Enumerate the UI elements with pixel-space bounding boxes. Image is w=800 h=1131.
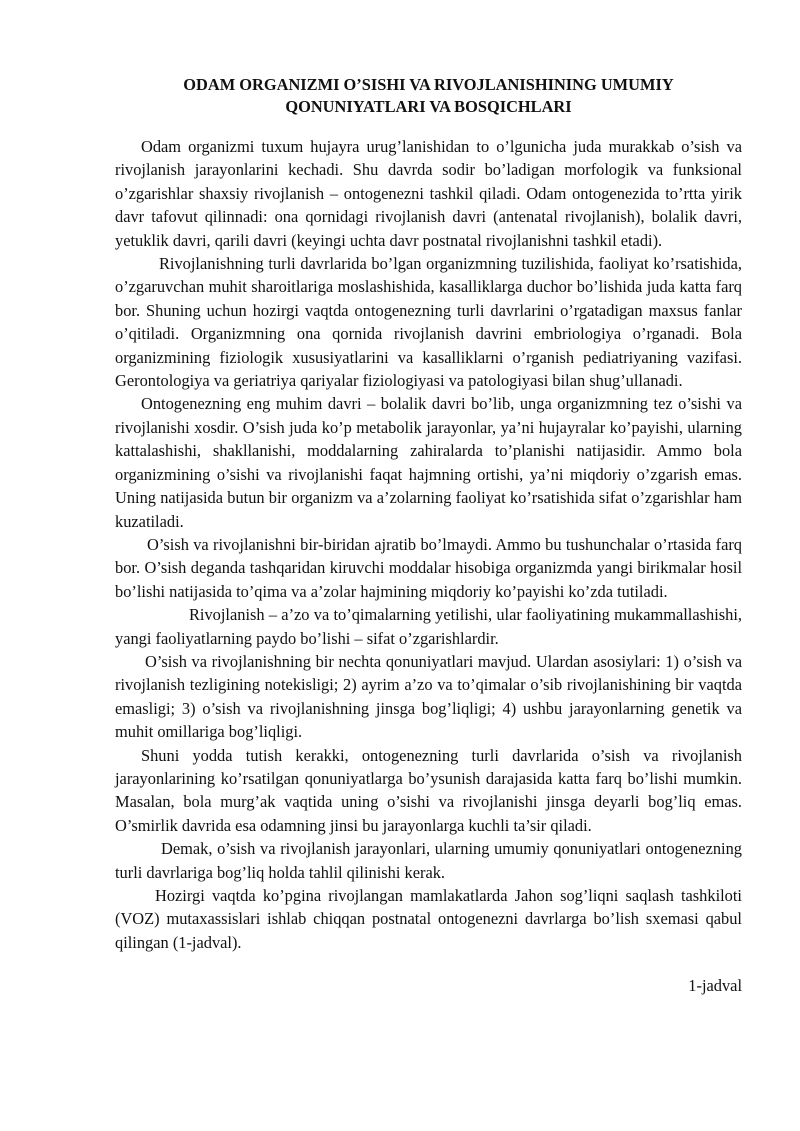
title-line-2: QONUNIYATLARI VA BOSQICHLARI bbox=[285, 97, 572, 116]
paragraph-2: Rivojlanishning turli davrlarida bo’lgan organizmning tuzilishida, faoliyat ko’rsatishida, o’zgaruvchan muhit sharoitlariga moslashishida, kasalliklarga duchor bo’lishida juda katta farq bor. Shuning uchun hozirgi vaqtda ontogenezning turli davrlarini o’rgatadigan maxsus fanlar o’qitiladi. Organizmning ona qornida rivojlanish davrini embriologiya o’rganadi. Bola organizmining fiziologik xususiyatlarini va kasalliklarni o’rganish pediatriyaning vazifasi. Gerontologiya va geriatriya qariyalar fiziologiyasi va patologiyasi bilan shug’ullanadi. bbox=[115, 254, 742, 391]
paragraph-8: Demak, o’sish va rivojlanish jarayonlari, ularning umumiy qonuniyatlari ontogenezning turli davrlariga bog’liq holda tahlil qilinishi kerak. bbox=[115, 839, 742, 882]
paragraph-5: Rivojlanish – a’zo va to’qimalarning yetilishi, ular faoliyatining mukammallashishi, yangi faoliyatlarning paydo bo’lishi – sifat o’zgarishlardir. bbox=[115, 605, 742, 648]
title-line-1: ODAM ORGANIZMI O’SISHI VA RIVOJLANISHINING UMUMIY bbox=[183, 75, 674, 94]
paragraph-9: Hozirgi vaqtda ko’pgina rivojlangan mamlakatlarda Jahon sog’liqni saqlash tashkiloti (VOZ) mutaxassislari ishlab chiqqan postnatal ontogenezni davrlarga bo’lish sxemasi qabul qilingan (1-jadval). bbox=[115, 886, 742, 952]
paragraph-4: O’sish va rivojlanishni bir-biridan ajratib bo’lmaydi. Ammo bu tushunchalar o’rtasida farq bor. O’sish deganda tashqaridan kiruvchi moddalar hisobiga organizmda yangi birikmalar hosil bo’lishi natijasida to’qima va a’zolar hajmining miqdoriy ko’payishi ko’zda tutiladi. bbox=[115, 534, 742, 601]
paragraph-7: Shuni yodda tutish kerakki, ontogenezning turli davrlarida o’sish va rivojlanish jarayonlarining ko’rsatilgan qonuniyatlarga bo’ysunish darajasida katta farq bo’lishi mumkin. Masalan, bola murg’ak vaqtida uning o’sishi va rivojlanishi jinsga deyarli bog’liq emas. O’smirlik davrida esa odamning jinsi bu jarayonlarga kuchli ta’sir qiladi. bbox=[115, 745, 742, 835]
document-page bbox=[115, 74, 742, 998]
document-title bbox=[115, 74, 742, 118]
paragraph-6: O’sish va rivojlanishning bir nechta qonuniyatlari mavjud. Ulardan asosiylari: 1) o’sish va rivojlanish tezligining notekisligi; 2) ayrim a’zo va to’qimalar o’sib rivojlanishining bir vaqtda emasligi; 3) o’sish va rivojlanishning jinsga bog’liqligi; 4) ushbu jarayonlarning genetik va muhit omillariga bog’liqligi. bbox=[115, 651, 742, 742]
paragraph-3: Ontogenezning eng muhim davri – bolalik davri bo’lib, unga organizmning tez o’sishi va rivojlanishi xosdir. O’sish juda ko’p metabolik jarayonlar, ya’ni hujayralar ko’payishi, ularning kattalashishi, shakllanishi, moddalarning zahiralarda to’planishi natijasidir. Ammo bola organizmining o’sishi va rivojlanishi faqat hajmning ortishi, ya’ni miqdoriy o’zgarish emas. Uning natijasida butun bir organizm va a’zolarning faoliyat ko’rsatishida sifat o’zgarishlar ham kuzatiladi. bbox=[115, 394, 742, 531]
paragraph-1: Odam organizmi tuxum hujayra urug’lanishidan to o’lgunicha juda murakkab o’sish va rivojlanish jarayonlarini kechadi. Shu davrda sodir bo’ladigan morfologik va funksional o’zgarishlar shaxsiy rivojlanish – ontogenezni tashkil qiladi. Odam ontogenezida to’rtta yirik davr tafovut qilinnadi: ona qornidagi rivojlanish davri (antenatal rivojlanish), bolalik davri, yetuklik davri, qarili davri (keyingi uchta davr postnatal rivojlanishni tashkil etadi). bbox=[115, 137, 742, 250]
table-reference: 1-jadval bbox=[688, 976, 742, 996]
